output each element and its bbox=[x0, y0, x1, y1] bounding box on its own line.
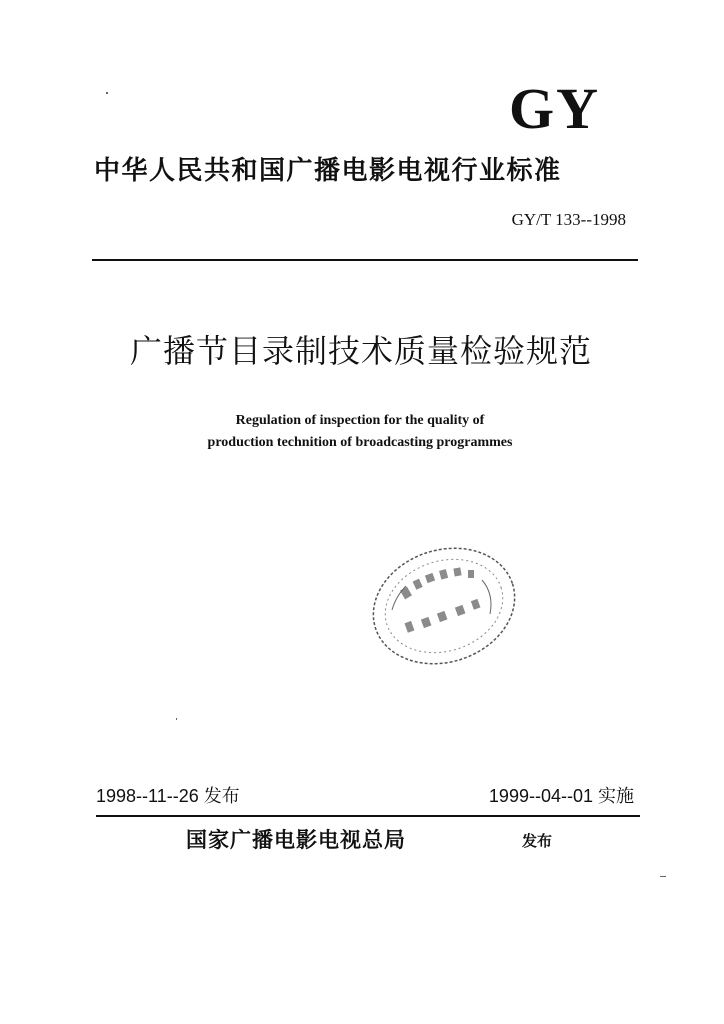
seal-stamp-icon bbox=[362, 540, 526, 672]
scan-speck bbox=[176, 718, 177, 720]
document-title-chinese: 广播节目录制技术质量检验规范 bbox=[130, 332, 593, 370]
standard-number: GY/T 133--1998 bbox=[511, 210, 626, 229]
bottom-divider bbox=[96, 815, 640, 817]
top-divider bbox=[92, 259, 638, 261]
document-title-english bbox=[150, 410, 570, 454]
standard-category-title: 中华人民共和国广播电影电视行业标准 bbox=[94, 156, 562, 186]
scan-speck bbox=[660, 876, 666, 877]
english-title-line-1: Regulation of inspection for the quality of bbox=[235, 413, 485, 428]
english-title-line-2: production technition of broadcasting programmes bbox=[207, 435, 513, 450]
implementation-date: 1999--04--01 实施 bbox=[488, 786, 634, 806]
issue-label: 发布 bbox=[522, 832, 553, 850]
scan-speck bbox=[106, 92, 108, 94]
gy-logo: GY bbox=[509, 76, 600, 141]
issue-date: 1998--11--26 发布 bbox=[96, 786, 240, 806]
issuing-authority: 国家广播电影电视总局 bbox=[186, 828, 406, 852]
